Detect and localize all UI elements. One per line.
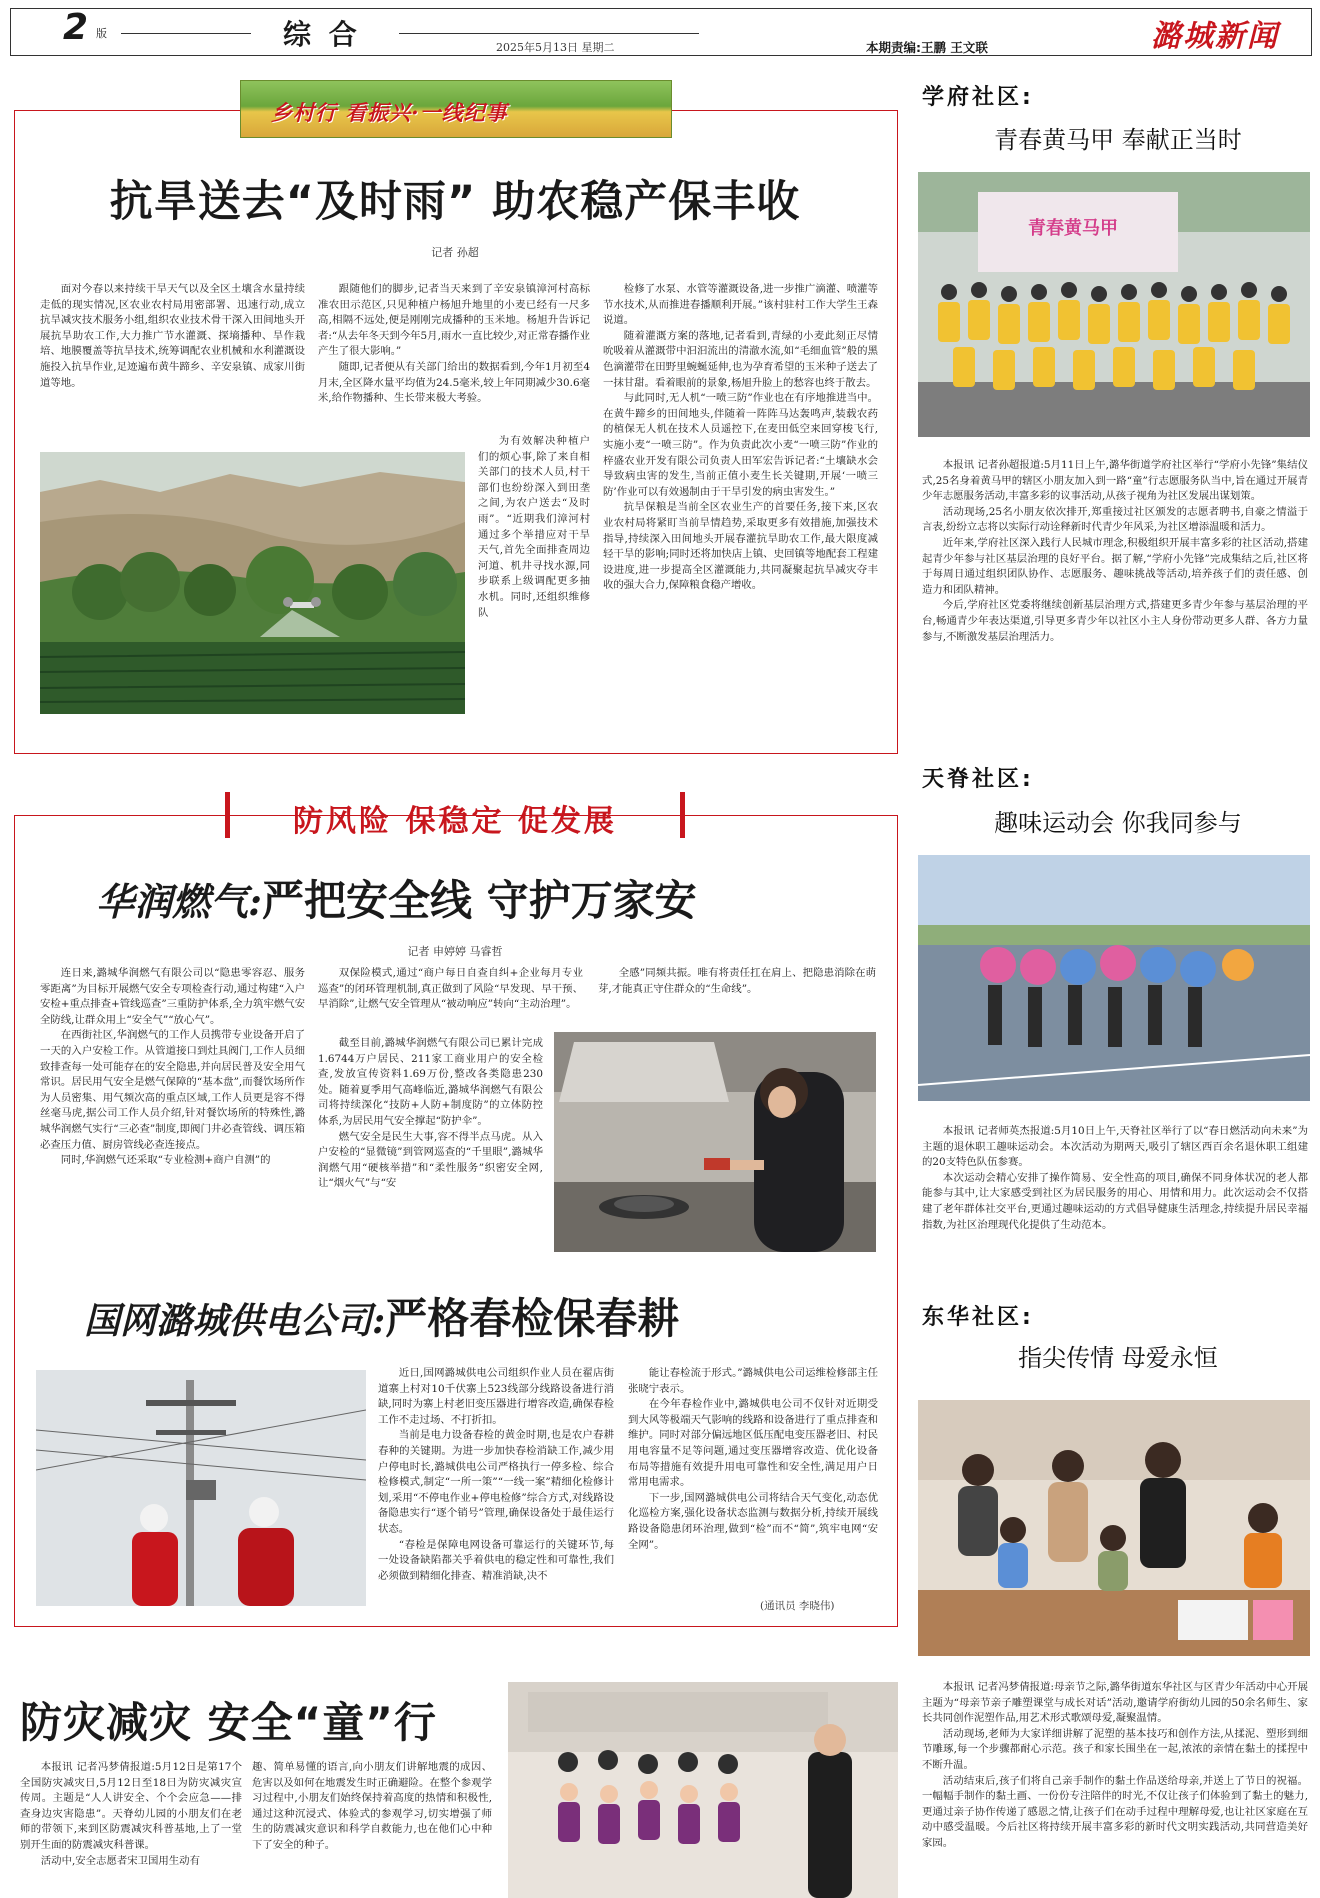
article4-title: 防灾减灾 安全“童”行	[20, 1698, 437, 1747]
article1-col3: 检修了水泵、水管等灌溉设备,进一步推广滴灌、喷灌等节水技术,从而推进春播顺利开展。”该村驻村工作大学生王森说道。 随着灌溉方案的落地,记者看到,青绿的小麦此刻正尽情吮吸着从灌溉带中汩汩流出的清澈水流,如“毛细血管”般的黑色滴灌带在田野里蜿蜒延伸,也为孕育希望的玉米种子送去了一抹甘甜。看着眼前的景象,杨旭升脸上的愁容也终于散去。 与此同时,无人机“一喷三防”作业也在有序地推进当中。在黄牛蹄乡的田间地头,伴随着一阵阵马达轰鸣声,装载农药的植保无人机在技术人员遥控下,在麦田低空来回穿梭飞行,实施小麦“一喷三防”。作为负责此次小麦“一喷三防”作业的梓盛农业开发有限公司负责人田军宏告诉记者:“土壤缺水会导致病虫害的发生,当前正值小麦生长关键期,开展‘一喷三防’作业可以有效遏制由于干旱引发的病虫害发生。” 抗旱保粮是当前全区农业生产的首要任务,接下来,区农业农村局将紧盯当前旱情趋势,采取更多有效措施,加强技术指导,持续深入田间地头开展春灌抗旱助农工作,最大限度减轻干旱的影响;同时还将加快店上镇、史回镇等地配套工程建设进度,进一步提高全区灌溉能力,共同凝聚起抗旱减灾夺丰收的强大合力,保障粮食稳产增收。	[603, 283, 878, 592]
article2-col2: 双保险模式,通过“商户每日自查自纠+企业每月专业巡查”的闭环管理机制,真正做到了风险“早发现、早干预、早消除”,让燃气安全管理从“被动响应”转向“主动治理”。	[318, 967, 583, 1011]
article2-col1: 连日来,潞城华润燃气有限公司以“隐患零容忍、服务零距离”为目标开展燃气安全专项检查行动,通过构建“入户安检+重点排查+管线巡查”三重防护体系,全力筑牢燃气安全防线,让群众用上“安全气”“放心气”。 在西街社区,华润燃气的工作人员携带专业设备开启了一天的入户安检工作。从管道接口到灶具阀门,工作人员细致排查每一处可能存在的安全隐患,并向居民普及安全用气常识。居民用气安全是燃气保障的“基本盘”,而餐饮场所作为人员密集、用气频次高的重点区域,工作人员更是容不得丝毫马虎,据公司工作人员介绍,针对餐饮场所的特殊性,潞城华润燃气实行“三必查”制度,即阀门井必查管线、调压箱必查压力值、厨房管线必查连接点。 同时,华润燃气还采取“专业检测+商户自测”的	[40, 967, 305, 1167]
issue-date: 2025年5月13日 星期二	[496, 41, 615, 54]
article2-byline: 记者 申婷婷 马睿哲	[407, 945, 503, 958]
sidebar1-photo	[918, 172, 1310, 437]
volunteer-kids-photo	[918, 172, 1310, 437]
sidebar3-headline: 指尖传情 母爱永恒	[1018, 1344, 1218, 1372]
article3-title-prefix: 国网潞城供电公司:	[84, 1300, 386, 1342]
gas-inspection-photo	[554, 1032, 876, 1252]
article1-byline: 记者 孙超	[431, 246, 479, 259]
article3-col2: 能让春检流于形式。”潞城供电公司运维检修部主任张晓宁表示。 在今年春检作业中,潞城供电公司不仅针对近期受到大风等极端天气影响的线路和设备进行了重点排查和维护。同时对部分偏远地区低压配电变压器老旧、村民用电容量不足等问题,通过变压器增容改造、优化设备布局等措施有效提升用电可靠性和安全性,满足用户日常用电需求。 下一步,国网潞城供电公司将结合天气变化,动态优化巡检方案,强化设备状态监测与数据分析,持续开展线路设备隐患闭环治理,做到“检”而不“简”,筑牢电网“安全网”。	[628, 1367, 878, 1551]
article2-title-prefix: 华润燃气:	[96, 879, 263, 924]
article3-credit: (通讯员 李晓伟)	[760, 1600, 835, 1612]
sidebar2-community: 天脊社区:	[922, 767, 1034, 792]
article3-title-main: 严格春检保春耕	[385, 1294, 680, 1343]
sidebar1-community: 学府社区:	[922, 85, 1034, 110]
article4-photo	[508, 1682, 898, 1898]
article2-title	[96, 868, 856, 938]
article3-photo	[36, 1370, 366, 1606]
article4-col2: 趣、简单易懂的语言,向小朋友们讲解地震的成因、危害以及如何在地震发生时正确避险。在整个参观学习过程中,小朋友们始终保持着高度的热情和积极性,通过这种沉浸式、体验式的参观学习,切实增强了师生的防震减灾意识和科学自救能力,也在他们心中种下了安全的种子。	[252, 1761, 492, 1851]
article1-photo	[40, 452, 465, 714]
sports-meeting-photo	[918, 855, 1310, 1101]
section-name: 综 合	[283, 18, 361, 51]
article1-col2b: 为有效解决种植户们的烦心事,除了来自相关部门的技术人员,村干部们也纷纷深入到田垄之间,为农户送去“及时雨”。“近期我们漳河村通过多个举措应对干旱天气,首先全面排查周边河道、机井寻找水源,同步联系上级调配更多抽水机。同时,还组织维修队	[478, 435, 590, 619]
sidebar1-headline: 青春黄马甲 奉献正当时	[994, 126, 1242, 154]
paper-logo: 潞城新闻	[1151, 19, 1279, 54]
special-section-title: 防风险 保稳定 促发展	[293, 804, 617, 839]
field-drone-photo	[40, 452, 465, 714]
article1-title: 抗旱送去“及时雨” 助农稳产保丰收	[109, 177, 801, 227]
article2-title-main: 严把安全线 守护万家安	[262, 876, 697, 925]
page-suffix: 版	[96, 27, 107, 40]
sidebar3-community: 东华社区:	[922, 1305, 1034, 1330]
page-header	[10, 8, 1312, 56]
sidebar2-photo	[918, 855, 1310, 1101]
sidebar2-text: 本报讯 记者师英杰报道:5月10日上午,天脊社区举行了以“春日燃活动向未来”为主题的退休职工趣味运动会。本次活动为期两天,吸引了辖区西百余名退休职工组建的20支特色队伍参赛。 本次运动会精心安排了操作简易、安全性高的项目,确保不同身体状况的老人都能参与其中,让大家感受到社区为居民服务的用心、用情和用力。此次运动会不仅搭建了老年群体社交平台,更通过趣味运动的方式倡导健康生活理念,持续提升居民幸福指数,为社区治理现代化提供了生动范本。	[922, 1125, 1308, 1231]
kindergarten-visit-photo	[508, 1682, 898, 1898]
article2-col3: 全感”同频共振。唯有将责任扛在肩上、把隐患消除在萌芽,才能真正守住群众的“生命线”。	[598, 967, 876, 995]
sidebar3-photo	[918, 1400, 1310, 1656]
backdrop-text: 青春黄马甲	[1028, 218, 1118, 239]
page-editors: 本期责编:王鹏 王文联	[866, 40, 988, 55]
clay-class-photo	[918, 1400, 1310, 1656]
article2-col2b: 截至目前,潞城华润燃气有限公司已累计完成1.6744万户居民、211家工商业用户的安全检查,发放宣传资料1.69万份,整改各类隐患230处。随着夏季用气高峰临近,潞城华润燃气有限公司将持续深化“技防+人防+制度防”的立体防控体系,为居民用气安全撑起“防护伞”。 燃气安全是民生大事,容不得半点马虎。从入户安检的“显微镜”到管网巡查的“千里眼”,潞城华润燃气用“硬核举措”和“柔性服务”织密安全网,让“烟火气”与“安	[318, 1037, 543, 1190]
page-number: 2	[63, 7, 89, 48]
power-workers-photo	[36, 1370, 366, 1606]
article4-col1: 本报讯 记者冯梦倩报道:5月12日是第17个全国防灾减灾日,5月12日至18日为防灾减灾宣传周。主题是“人人讲安全、个个会应急——排查身边灾害隐患”。天脊幼儿园的小朋友们在老师的带领下,来到区防震减灾科普基地,上了一堂别开生面的防震减灾科普课。 活动中,安全志愿者宋卫国用生动有	[20, 1761, 242, 1867]
article1-banner	[240, 80, 672, 138]
header-rule-right	[399, 33, 699, 34]
banner-text: 乡村行 看振兴·一线纪事	[271, 100, 508, 125]
sidebar1-text: 本报讯 记者孙超报道:5月11日上午,潞华街道学府社区举行“学府小先锋”集结仪式,25名身着黄马甲的辖区小朋友加入到一路“童”行志愿服务队当中,旨在通过开展青少年志愿服务活动,丰富多彩的议事活动,从孩子视角为社区发展出谋划策。 活动现场,25名小朋友依次排开,郑重接过社区颁发的志愿者聘书,自豪之情溢于言表,纷纷立志将以实际行动诠释新时代青少年风采,为社区增添温暖和活力。 近年来,学府社区深入践行人民城市理念,积极组织开展丰富多彩的社区活动,搭建起青少年参与社区基层治理的良好平台。据了解,“学府小先锋”完成集结之后,社区将于每周日通过组织团队协作、志愿服务、趣味挑战等活动,培养孩子们的责任感、创造力和团队精神。 今后,学府社区党委将继续创新基层治理方式,搭建更多青少年参与基层治理的平台,畅通青少年表达渠道,引导更多青少年以社区小主人身份带动更多人群、各方力量参与,不断激发基层治理活力。	[922, 459, 1308, 643]
header-rule-left	[121, 33, 251, 34]
article3-col1: 近日,国网潞城供电公司组织作业人员在翟店街道寨上村对10千伏寨上523线部分线路设备进行消缺,同时为寨上村老旧变压器进行增容改造,确保春检工作不走过场、不打折扣。 当前是电力设备春检的黄金时期,也是农户春耕春种的关键期。为进一步加快春检消缺工作,减少用户停电时长,潞城供电公司严格执行一停多检、综合检修模式,制定“一所一策”“一线一案”精细化检修计划,采用“不停电作业+停电检修”综合方式,对线路设备隐患实行“逐个销号”管理,确保设备处于最佳运行状态。 “春检是保障电网设备可靠运行的关键环节,每一处设备缺陷都关乎着供电的稳定性和可靠性,我们必须做到精细化排查、精准消缺,决不	[378, 1367, 614, 1582]
sidebar2-headline: 趣味运动会 你我同参与	[994, 809, 1242, 837]
article3-title	[84, 1286, 884, 1352]
sidebar3-text: 本报讯 记者冯梦倩报道:母亲节之际,潞华街道东华社区与区青少年活动中心开展主题为“母亲节亲子雕塑课堂与成长对话”活动,邀请学府街幼儿园的50余名师生、家长共同创作泥塑作品,用艺术形式歌颂母爱,凝聚温情。 活动现场,老师为大家详细讲解了泥塑的基本技巧和创作方法,从揉泥、塑形到细节雕琢,每一个步骤都耐心示范。孩子和家长围坐在一起,浓浓的亲情在黏土的揉捏中不断升温。 活动结束后,孩子们将自己亲手制作的黏土作品送给母亲,并送上了节日的祝福。一幅幅手制作的黏土画、一份份专注陪伴的时光,不仅让孩子们体验到了黏土的魅力,更通过亲子协作传递了感恩之情,让孩子们在动手过程中理解母爱,也让社区家庭在互动中感受温暖。今后社区将持续开展丰富多彩的新时代文明实践活动,共同营造美好家园。	[922, 1681, 1308, 1849]
article1-col2: 跟随他们的脚步,记者当天来到了辛安泉镇漳河村高标准农田示范区,只见种植户杨旭升地里的小麦已经有一尺多高,相隔不远处,便是刚刚完成播种的玉米地。杨旭升告诉记者:“从去年冬天到今年5月,雨水一直比较少,对正常春播作业产生了很大影响。” 随即,记者便从有关部门给出的数据看到,今年1月初至4月末,全区降水量平均值为24.5毫米,较上年同期减少30.6毫米,给作物播种、生长带来极大考验。	[318, 283, 590, 405]
article2-photo	[554, 1032, 876, 1252]
article1-col1: 面对今春以来持续干旱天气以及全区土壤含水量持续走低的现实情况,区农业农村局用密部署、迅速行动,成立抗旱减灾技术服务小组,组织农业技术骨干深入田间地头开展抗旱助农工作,大力推广节水灌溉、探墒播种、旱作栽培、地膜覆盖等抗旱技术,统筹调配农业机械和水利灌溉设施投入抗旱作业,足迹遍布黄牛蹄乡、辛安泉镇、成家川街道等地。	[40, 283, 305, 389]
